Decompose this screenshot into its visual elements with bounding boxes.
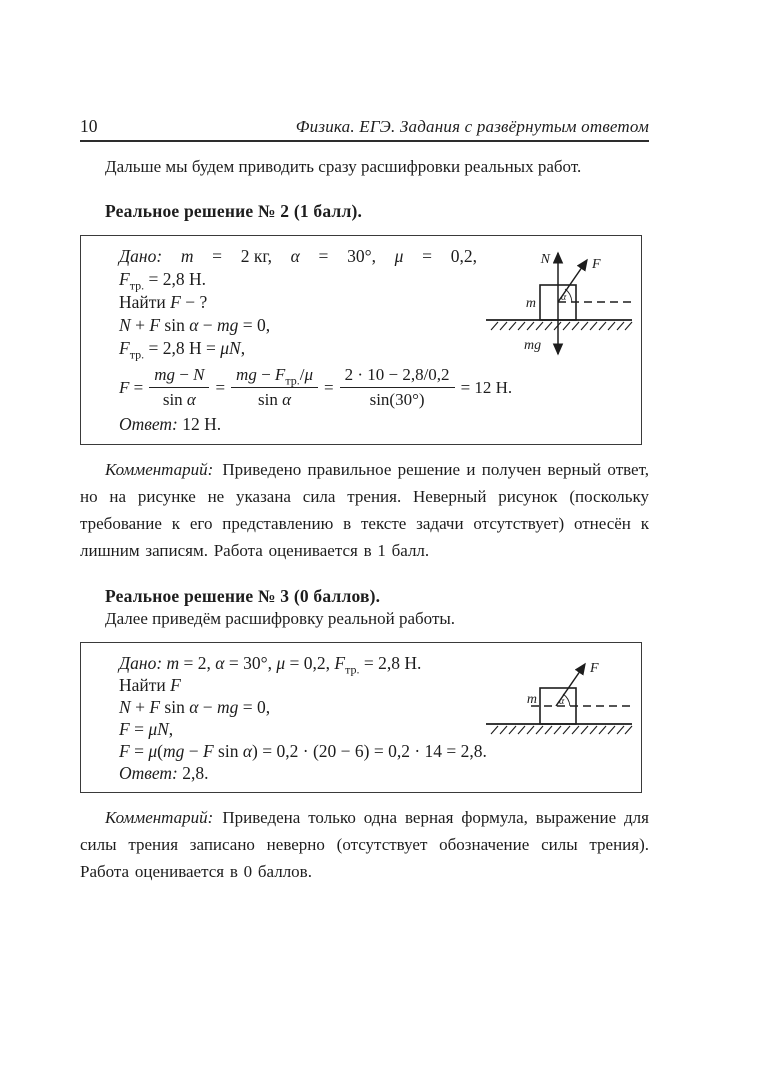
eq-result: = 12 Н. bbox=[460, 377, 513, 397]
page-content bbox=[80, 0, 649, 885]
solution2-line-friction-eq: $F_{тр.} = 2,8$ Н = μN, bbox=[119, 338, 246, 362]
intro-paragraph: Дальше мы будем приводить сразу расшифровки реальных работ. bbox=[105, 157, 582, 176]
ground-hatching bbox=[491, 726, 632, 734]
mass-label: m bbox=[525, 296, 536, 311]
page-number: 10 bbox=[80, 116, 98, 136]
solution3-line-find: Найти F bbox=[119, 675, 181, 695]
solution2-line-newton: N + F sin α − mg = 0, bbox=[119, 315, 271, 335]
eq-sign: = bbox=[215, 377, 226, 397]
eq-lhs: F = bbox=[119, 377, 144, 397]
applied-force-label: F⃗ bbox=[592, 257, 612, 272]
solution2-box bbox=[80, 235, 642, 445]
solution3-box bbox=[80, 642, 642, 793]
solution2-comment bbox=[80, 456, 649, 564]
solution3-line-friction: F = μN, bbox=[119, 719, 174, 739]
running-title: Физика. ЕГЭ. Задания с развёрнутым ответом bbox=[295, 117, 649, 136]
solution3-given-line: Дано: m = 2, α = 30°, μ = 0,2, $F_{тр.} = 2,8$ Н. bbox=[119, 653, 422, 677]
comment-text: Приведено правильное решение и получен верный ответ, но на рисунке не указана сила трения. Неверный рисунок (поскольку требование к его представлению в тексте задачи отсутствует) отнесён к лишним записям. Работа оценивается в 1 балл. bbox=[80, 460, 649, 560]
fraction-3: $\frac{2 \cdot 10 - 2,8/0,2}{\sin(30^\circ)}$ bbox=[340, 365, 455, 410]
solution2-answer: Ответ: 12 Н. bbox=[119, 414, 222, 434]
eq-sign: = bbox=[323, 377, 334, 397]
solution3-answer: Ответ: 2,8. bbox=[119, 763, 209, 783]
solution2-heading: Реальное решение № 2 (1 балл). bbox=[105, 201, 363, 221]
solution2-given-line: Дано: m = 2 кг, α = 30°, μ = 0,2, bbox=[119, 246, 477, 266]
comment-text: Приведена только одна верная формула, выражение для силы трения записано неверно (отсутствует обозначение силы трения). Работа оценивается в 0 баллов. bbox=[80, 808, 649, 881]
solution2-line-find: Найти F − ? bbox=[119, 292, 208, 312]
fraction-2: $\frac{mg - F_{тр.}/\mu}{\text{sin α}}$ bbox=[231, 365, 318, 410]
solution2-line-friction-given: $F_{тр.} = 2,8$ Н. bbox=[119, 269, 206, 293]
applied-force-label: F bbox=[590, 661, 599, 676]
page-header bbox=[80, 116, 649, 142]
angle-label: α bbox=[559, 696, 565, 707]
force-diagram-solution3 bbox=[484, 650, 636, 744]
solution3-intro: Далее приведём расшифровку реальной работы. bbox=[105, 609, 456, 628]
solution3-line-newton: N + F sin α − mg = 0, bbox=[119, 697, 271, 717]
comment-label: Комментарий: bbox=[105, 808, 214, 827]
gravity-label: mg⃗ bbox=[524, 338, 552, 353]
angle-label: α bbox=[561, 292, 567, 303]
mass-label: m bbox=[526, 692, 537, 707]
comment-label: Комментарий: bbox=[105, 460, 214, 479]
solution3-line-calculation: F = μ(mg − F sin α) = 0,2 · (20 − 6) = 0,2 · 14 = 2,8. bbox=[119, 741, 487, 761]
solution3-heading: Реальное решение № 3 (0 баллов). bbox=[105, 586, 381, 606]
fraction-1: $\frac{mg - N}{\text{sin α}}$ bbox=[149, 365, 209, 410]
solution3-comment bbox=[80, 804, 649, 885]
force-diagram-solution2 bbox=[484, 244, 636, 372]
ground-hatching bbox=[491, 322, 632, 330]
normal-force-label: N bbox=[540, 252, 550, 267]
